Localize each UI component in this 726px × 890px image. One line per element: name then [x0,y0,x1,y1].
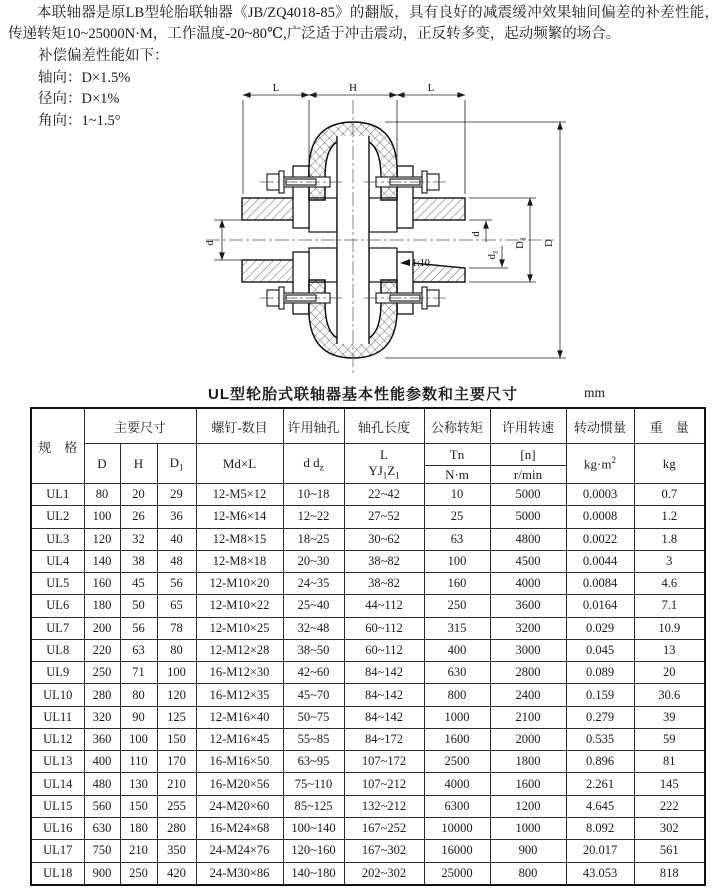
table-cell: 2500 [424,751,490,773]
table-cell: 120~160 [283,840,344,862]
table-cell: 818 [634,862,705,885]
dim-label-L-right: L [427,82,435,94]
table-cell: 3200 [490,617,566,639]
header-torque: 公称转矩 [424,408,490,444]
table-cell: 60~112 [344,617,424,639]
table-row [31,795,705,817]
table-cell: 55~85 [283,728,344,750]
table-cell: 1800 [490,751,566,773]
table-cell: 167~302 [344,840,424,862]
table-cell: 120 [157,684,196,706]
table-cell: 50~75 [283,706,344,728]
table-cell: 3600 [490,595,566,617]
table-cell: 1000 [490,817,566,839]
table-cell: 250 [84,662,120,684]
dim-label-D1: $D_1$ [514,237,528,249]
table-cell: 0.279 [566,706,634,728]
table-cell: 26 [120,506,157,528]
table-cell: 80 [84,484,120,506]
table-cell: 20~30 [283,550,344,572]
table-cell: UL12 [31,728,84,750]
table-cell: UL11 [31,706,84,728]
coupling-cross-section [150,78,590,386]
table-cell: 12-M12×28 [196,639,283,661]
table-cell: UL13 [31,751,84,773]
table-cell: 13 [634,639,705,661]
header-speed: 许用转速 [490,408,566,444]
table-row [31,617,705,639]
header-screws-sub: Md×L [196,444,283,484]
table-cell: 160 [84,573,120,595]
table-cell: 107~212 [344,773,424,795]
table-cell: 0.0022 [566,528,634,550]
table-cell: 10~18 [283,484,344,506]
table-cell: 0.029 [566,617,634,639]
table-cell: 12-M10×22 [196,595,283,617]
header-weight: 重 量 [634,408,705,444]
table-cell: 140 [84,550,120,572]
table-cell: 560 [84,795,120,817]
table-cell: 24-M30×86 [196,862,283,885]
table-cell: 130 [120,773,157,795]
header-bore-length: 轴孔长度 [344,408,424,444]
table-cell: 4500 [490,550,566,572]
table-cell: 20.017 [566,840,634,862]
table-cell: 22~42 [344,484,424,506]
header-weight-unit: kg [634,444,705,484]
table-cell: 38 [120,550,157,572]
table-cell: 38~82 [344,550,424,572]
table-cell: 255 [157,795,196,817]
table-cell: 320 [84,706,120,728]
table-cell: 0.896 [566,751,634,773]
table-cell: 12-M10×20 [196,573,283,595]
table-cell: 63~95 [283,751,344,773]
header-speed-unit: r/min [490,466,566,484]
table-body [31,484,705,886]
table-cell: 25 [424,506,490,528]
table-cell: 4000 [490,573,566,595]
header-inertia-unit: $kg\cdot m^2$ [566,444,634,484]
table-cell: 63 [424,528,490,550]
table-cell: 48 [157,550,196,572]
table-cell: 180 [84,595,120,617]
table-cell: 84~172 [344,728,424,750]
table-cell: 32~48 [283,617,344,639]
table-cell: 150 [157,728,196,750]
table-cell: 16-M12×35 [196,684,283,706]
table-cell: 20 [634,662,705,684]
table-cell: 20 [120,484,157,506]
table-cell: 16-M16×50 [196,751,283,773]
table-cell: 5000 [490,484,566,506]
header-torque-symbol: Tn [424,444,490,466]
header-main-dims: 主要尺寸 [84,408,196,444]
intro-paragraph: 本联轴器是原LB型轮胎联轴器《JB/ZQ4018-85》的翻版，具有良好的减震缓冲效果轴间偏差的补差性能，传递转矩10~25000N·M，工作温度-20~80℃,广泛适于冲击震动，正反转多变，起动频繁的场合。 [8,5,719,42]
table-cell: 12-M16×40 [196,706,283,728]
axial-spec: 轴向：D×1.5% [38,69,131,86]
table-cell: 65 [157,595,196,617]
dim-label-L-left: L [272,82,280,94]
table-cell: 180 [120,817,157,839]
table-cell: 800 [490,862,566,885]
table-cell: 0.0003 [566,484,634,506]
table-row [31,840,705,862]
table-cell: 50 [120,595,157,617]
table-cell: 10 [424,484,490,506]
table-cell: 7.1 [634,595,705,617]
table-cell: UL14 [31,773,84,795]
table-cell: 750 [84,840,120,862]
table-row [31,706,705,728]
table-cell: UL6 [31,595,84,617]
table-cell: 4.645 [566,795,634,817]
header-bore: 许用轴孔 [283,408,344,444]
table-cell: 302 [634,817,705,839]
angular-spec: 角向：1~1.5° [38,112,121,129]
table-cell: 59 [634,728,705,750]
table-cell: 200 [84,617,120,639]
table-cell: 0.535 [566,728,634,750]
table-cell: 140~180 [283,862,344,885]
table-cell: 8.092 [566,817,634,839]
table-cell: 170 [157,751,196,773]
table-row [31,573,705,595]
header-torque-unit: N·m [424,466,490,484]
table-cell: 43.053 [566,862,634,885]
table-cell: 12-M6×14 [196,506,283,528]
table-cell: 2000 [490,728,566,750]
table-cell: 16-M24×68 [196,817,283,839]
table-cell: 0.159 [566,684,634,706]
header-inertia: 转动惯量 [566,408,634,444]
table-cell: 4800 [490,528,566,550]
table-cell: UL9 [31,662,84,684]
dim-label-dz: $d_z$ [486,250,500,260]
table-header [31,408,705,484]
table-cell: 16-M12×30 [196,662,283,684]
table-cell: 12-M8×18 [196,550,283,572]
table-cell: 1200 [490,795,566,817]
table-cell: 56 [157,573,196,595]
table-cell: 39 [634,706,705,728]
table-cell: 85~125 [283,795,344,817]
table-cell: 100~140 [283,817,344,839]
table-row [31,639,705,661]
table-cell: 12~22 [283,506,344,528]
table-cell: 125 [157,706,196,728]
table-cell: UL4 [31,550,84,572]
table-cell: UL18 [31,862,84,885]
table-cell: 3000 [490,639,566,661]
table-cell: 12-M10×25 [196,617,283,639]
table-cell: UL16 [31,817,84,839]
table-cell: 0.0044 [566,550,634,572]
table-cell: 29 [157,484,196,506]
table-cell: 12-M8×15 [196,528,283,550]
table-cell: 6300 [424,795,490,817]
table-cell: 0.0008 [566,506,634,528]
table-cell: 10000 [424,817,490,839]
table-cell: 12-M5×12 [196,484,283,506]
table-cell: 0.7 [634,484,705,506]
technical-drawing [150,78,590,386]
radial-spec: 径向：D×1% [38,91,120,107]
table-cell: UL8 [31,639,84,661]
table-cell: UL2 [31,506,84,528]
header-bore-sub: d $d_z$ [283,444,344,484]
table-cell: 38~82 [344,573,424,595]
table-cell: 0.089 [566,662,634,684]
table-cell: 25000 [424,862,490,885]
header-col-D1: $D_1$ [157,444,196,484]
dim-label-d-left: d [204,240,216,246]
table-cell: 900 [490,840,566,862]
table-cell: 36 [157,506,196,528]
table-cell: 120 [84,528,120,550]
table-cell: 0.045 [566,639,634,661]
table-cell: 400 [424,639,490,661]
table-cell: UL10 [31,684,84,706]
table-row [31,817,705,839]
header-spec: 规 格 [31,408,84,484]
table-cell: 56 [120,617,157,639]
table-row [31,862,705,885]
table-cell: 100 [120,728,157,750]
table-cell: 480 [84,773,120,795]
table-row [31,773,705,795]
table-cell: 561 [634,840,705,862]
header-col-D: D [84,444,120,484]
table-cell: 222 [634,795,705,817]
table-cell: 81 [634,751,705,773]
table-cell: 800 [424,684,490,706]
table-cell: UL1 [31,484,84,506]
dim-label-D: D [543,239,555,247]
header-col-H: H [120,444,157,484]
table-cell: 2800 [490,662,566,684]
table-cell: 4.6 [634,573,705,595]
table-cell: 420 [157,862,196,885]
table-cell: 24-M24×76 [196,840,283,862]
table-cell: 10.9 [634,617,705,639]
table-cell: 63 [120,639,157,661]
table-cell: UL3 [31,528,84,550]
table-cell: 630 [84,817,120,839]
table-cell: 4000 [424,773,490,795]
table-title-row [0,383,726,403]
table-row [31,751,705,773]
table-cell: 3 [634,550,705,572]
table-cell: 900 [84,862,120,885]
table-cell: 90 [120,706,157,728]
table-row [31,684,705,706]
table-cell: 210 [120,840,157,862]
table-cell: 132~212 [344,795,424,817]
table-cell: 78 [157,617,196,639]
header-screws: 螺钉-数目 [196,408,283,444]
table-cell: 630 [424,662,490,684]
table-cell: 100 [84,506,120,528]
table-row [31,728,705,750]
table-cell: 84~142 [344,662,424,684]
table-cell: 32 [120,528,157,550]
compensation-title: 补偿偏差性能如下： [38,48,169,64]
table-cell: 25~40 [283,595,344,617]
table-cell: 2100 [490,706,566,728]
compensation-specs [38,46,169,132]
table-row [31,528,705,550]
table-cell: 2400 [490,684,566,706]
dim-label-d-right: d [470,231,482,237]
table-cell: 38~50 [283,639,344,661]
table-row [31,550,705,572]
table-cell: 44~112 [344,595,424,617]
table-cell: UL15 [31,795,84,817]
table-cell: 350 [157,840,196,862]
table-cell: 315 [424,617,490,639]
table-cell: 145 [634,773,705,795]
table-cell: 24-M20×60 [196,795,283,817]
table-cell: 167~252 [344,817,424,839]
table-cell: 100 [424,550,490,572]
dim-label-H: H [349,82,357,94]
table-cell: 71 [120,662,157,684]
table-cell: UL5 [31,573,84,595]
table-cell: 16000 [424,840,490,862]
table-cell: 107~172 [344,751,424,773]
table-cell: UL7 [31,617,84,639]
table-cell: 280 [157,817,196,839]
table-row [31,662,705,684]
table-cell: 220 [84,639,120,661]
table-cell: 150 [120,795,157,817]
table-row [31,484,705,506]
table-cell: UL17 [31,840,84,862]
table-cell: 1600 [424,728,490,750]
table-cell: 30.6 [634,684,705,706]
table-cell: 202~302 [344,862,424,885]
table-cell: 42~60 [283,662,344,684]
table-cell: 75~110 [283,773,344,795]
table-cell: 210 [157,773,196,795]
table-row [31,595,705,617]
table-cell: 12-M16×45 [196,728,283,750]
table-unit: mm [584,385,606,400]
table-cell: 250 [120,862,157,885]
table-cell: 160 [424,573,490,595]
table-cell: 80 [157,639,196,661]
table-row [31,506,705,528]
table-cell: 18~25 [283,528,344,550]
table-cell: 0.0164 [566,595,634,617]
table-cell: 84~142 [344,684,424,706]
table-cell: 0.0084 [566,573,634,595]
table-title: UL型轮胎式联轴器基本性能参数和主要尺寸 [208,386,518,403]
table-cell: 100 [157,662,196,684]
table-cell: 30~62 [344,528,424,550]
table-cell: 84~142 [344,706,424,728]
table-cell: 280 [84,684,120,706]
table-cell: 16-M20×56 [196,773,283,795]
table-cell: 250 [424,595,490,617]
table-cell: 1.8 [634,528,705,550]
table-cell: 60~112 [344,639,424,661]
header-speed-symbol: [n] [490,444,566,466]
table-cell: 1600 [490,773,566,795]
table-cell: 80 [120,684,157,706]
table-cell: 5000 [490,506,566,528]
header-bore-length-sub: L $YJ_1Z_1$ [344,444,424,484]
table-cell: 360 [84,728,120,750]
table-cell: 27~52 [344,506,424,528]
table-cell: 110 [120,751,157,773]
table-cell: 400 [84,751,120,773]
taper-label: 1:10 [412,258,430,269]
table-cell: 40 [157,528,196,550]
table-cell: 2.261 [566,773,634,795]
table-cell: 45 [120,573,157,595]
table-cell: 1000 [424,706,490,728]
table-cell: 24~35 [283,573,344,595]
table-cell: 1.2 [634,506,705,528]
table-cell: 45~70 [283,684,344,706]
spec-table [30,407,706,886]
